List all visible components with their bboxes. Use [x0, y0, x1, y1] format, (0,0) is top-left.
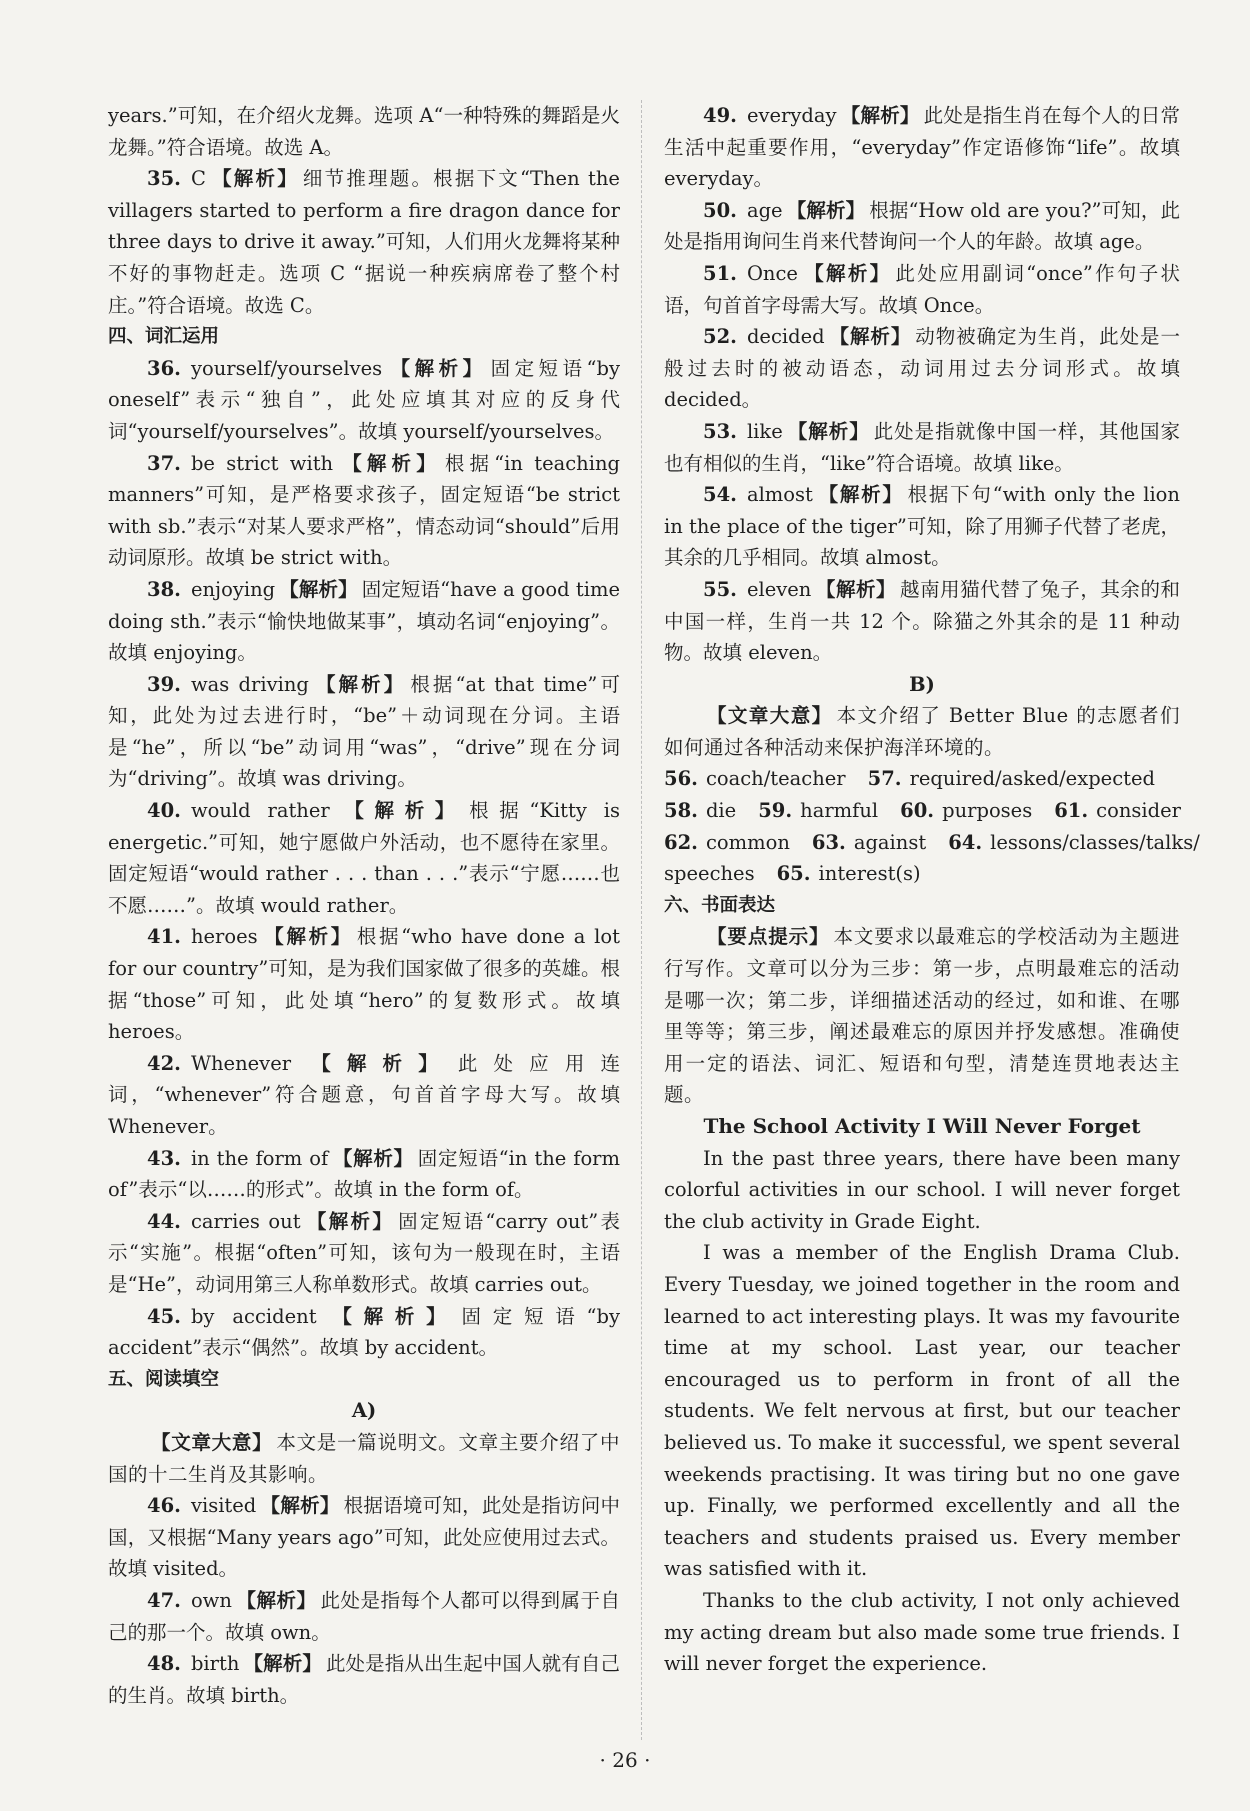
analysis-tag: 【解析】: [801, 261, 892, 285]
question-number: 56.: [664, 767, 698, 791]
explanation-text: 此处应用连词，“whenever”符合题意，句首首字母大写。故填 Whenever。: [108, 1051, 620, 1138]
answer-value: be strict with: [190, 451, 334, 475]
answer-value: yourself/yourselves: [190, 356, 383, 380]
answer-value: decided: [746, 325, 825, 349]
answer-value: birth: [190, 1652, 240, 1676]
explanation-text: 固定短语“carry out”表示“实施”。根据“often”可知，该句为一般现在时，主语是“He”，动词用第三人称单数形式。故填 carries out。: [108, 1209, 620, 1296]
answer-value: coach/teacher: [705, 767, 846, 791]
question-number: 51.: [703, 261, 737, 285]
answer-item: [108, 921, 620, 1047]
analysis-tag: 【解析】: [312, 672, 407, 696]
essay-paragraph: In the past three years, there have been many colorful activities in our school. I will never forget the club activity in Grade Eight.: [664, 1146, 1180, 1233]
analysis-tag: 【文章大意】: [707, 704, 833, 728]
analysis-tag: 【解析】: [786, 419, 870, 443]
analysis-tag: 【解析】: [261, 925, 353, 949]
question-number: 35.: [147, 167, 181, 191]
answer-value: C: [190, 167, 206, 191]
analysis-tag: 【解析】: [386, 356, 487, 380]
question-number: 63.: [811, 830, 846, 854]
answer-row: [664, 763, 1180, 795]
explanation-text: years.”可知，在介绍火龙舞。选项 A“一种特殊的舞蹈是火龙舞。”符合语境。故选 A。: [108, 104, 620, 159]
question-number: 41.: [147, 925, 181, 949]
question-number: 65.: [776, 862, 811, 886]
question-number: 37.: [147, 451, 181, 475]
answer-item: [108, 795, 620, 921]
explanation-text: 根据语境可知，此处是指访问中国，又根据“Many years ago”可知，此处应使用过去式。故填 visited。: [108, 1494, 620, 1581]
question-number: 40.: [147, 799, 181, 823]
explanation-text: 根据“at that time”可知，此处为过去进行时，“be”＋动词现在分词。主语是“he”，所以“be”动词用“was”，“drive”现在分词为“driving”。故填 was driving。: [108, 672, 620, 791]
answer-item: [664, 195, 1180, 258]
left-column: [108, 100, 620, 1711]
answer-row: [664, 827, 1200, 859]
analysis-tag: 【解析】: [295, 1051, 454, 1075]
analysis-tag: 【要点提示】: [707, 925, 830, 949]
answer-row: [664, 795, 1180, 827]
question-number: 47.: [147, 1588, 181, 1612]
answer-item: [108, 1490, 620, 1585]
analysis-tag: 【解析】: [243, 1652, 322, 1676]
answer-value: die: [705, 799, 737, 823]
passage-label: B): [909, 672, 935, 696]
explanation-text: 根据“Kitty is energetic.”可知，她宁愿做户外活动，也不愿待在家里。固定短语“would rather . . . than . . .”表示“宁愿……也不愿……”。故填 would rather。: [108, 799, 620, 917]
answer-value: eleven: [746, 577, 812, 601]
analysis-tag: 【解析】: [828, 325, 912, 349]
analysis-tag: 【解析】: [332, 1146, 414, 1170]
answer-item: [108, 1206, 620, 1301]
explanation-text: 此处是指每个人都可以得到属于自己的那一个。故填 own。: [108, 1588, 620, 1644]
analysis-tag: 【解析】: [279, 577, 358, 601]
explanation-text: 越南用猫代替了兔子，其余的和中国一样，生肖一共 12 个。除猫之外其余的是 11 种动物。故填 eleven。: [664, 577, 1180, 665]
summary-paragraph: [664, 700, 1180, 763]
answer-item: [664, 321, 1180, 416]
column-divider: [641, 100, 642, 1740]
question-number: 50.: [703, 198, 737, 222]
answer-value: own: [190, 1588, 232, 1612]
question-number: 57.: [867, 767, 902, 791]
answer-value: everyday: [746, 104, 837, 127]
answer-value: speeches: [664, 862, 755, 886]
explanation-text: 根据“in teaching manners”可知，是严格要求孩子，固定短语“be strict with sb.”表示“对某人要求严格”，情态动词“should”后用动词原形。故填 be strict with。: [108, 451, 620, 570]
question-number: 42.: [147, 1051, 181, 1075]
answer-value: would rather: [190, 799, 330, 823]
explanation-text: 此处应用副词“once”作句子状语，句首首字母需大写。故填 Once。: [664, 261, 1180, 317]
question-number: 62.: [664, 830, 698, 854]
question-number: 38.: [147, 577, 181, 601]
essay-title: The School Activity I Will Never Forget: [703, 1114, 1141, 1138]
answer-value: required/asked/expected: [909, 767, 1155, 791]
question-number: 45.: [147, 1304, 181, 1328]
answer-value: lessons/classes/talks/: [990, 830, 1200, 854]
answer-item: [108, 353, 620, 448]
passage-label: A): [351, 1399, 377, 1423]
explanation-text: 本文是一篇说明文。文章主要介绍了中国的十二生肖及其影响。: [108, 1430, 620, 1486]
explanation-text: 根据“How old are you?”可知，此处是指用询问生肖来代替询问一个人的年龄。故填 age。: [664, 198, 1180, 254]
analysis-tag: 【解析】: [337, 451, 441, 475]
analysis-tag: 【解析】: [840, 104, 920, 127]
answer-item: [108, 1048, 620, 1143]
question-number: 48.: [147, 1652, 181, 1676]
answer-value: by accident: [190, 1304, 317, 1328]
answer-item: [664, 479, 1180, 574]
page-number: · 26 ·: [599, 1748, 651, 1772]
answer-value: against: [853, 830, 927, 854]
answer-value: Once: [746, 261, 798, 285]
answer-value: like: [746, 419, 783, 443]
explanation-text: 此处是指就像中国一样，其他国家也有相似的生肖，“like”符合语境。故填 like。: [664, 419, 1180, 475]
answer-value: was driving: [190, 672, 309, 696]
answer-item: [108, 1585, 620, 1648]
question-number: 61.: [1054, 799, 1089, 823]
question-number: 39.: [147, 672, 181, 696]
essay-paragraph: Thanks to the club activity, I not only achieved my acting dream but also made some true friends. I will never forget the experience.: [664, 1588, 1180, 1676]
essay-paragraph: I was a member of the English Drama Club. Every Tuesday, we joined together in the room and learned to act interesting plays. It was my favourite time at my school. Last year, our teacher encouraged us to perform in front of all the students. We felt nervous at first, but our teacher believed us. To make it successful, we spent several weekends practising. It was tiring but no one gave up. Finally, we performed excellently and all the teachers and students praised us. Every member was satisfied with it.: [664, 1241, 1180, 1581]
answer-item: [108, 448, 620, 574]
explanation-text: 固定短语“in the form of”表示“以……的形式”。故填 in the form of。: [108, 1146, 620, 1202]
question-number: 59.: [758, 799, 793, 823]
answer-item: [664, 100, 1180, 195]
answer-item: [108, 163, 620, 321]
explanation-text: 动物被确定为生肖，此处是一般过去时的被动语态，动词用过去分词形式。故填 decided。: [664, 325, 1180, 412]
question-number: 58.: [664, 799, 698, 823]
answer-item: [664, 574, 1180, 669]
analysis-tag: 【解析】: [235, 1588, 317, 1612]
analysis-tag: 【解析】: [333, 799, 466, 823]
answer-value: age: [746, 198, 783, 222]
question-number: 36.: [147, 356, 181, 380]
question-number: 43.: [147, 1146, 181, 1170]
explanation-text: 此处是指生肖在每个人的日常生活中起重要作用，“everyday”作定语修饰“life”。故填 everyday。: [664, 104, 1180, 191]
analysis-tag: 【解析】: [816, 483, 904, 507]
answer-value: interest(s): [818, 862, 921, 886]
answer-value: visited: [190, 1494, 257, 1518]
analysis-tag: 【解析】: [260, 1494, 340, 1518]
question-number: 54.: [703, 483, 737, 507]
question-number: 44.: [147, 1209, 181, 1233]
answer-value: in the form of: [190, 1146, 329, 1170]
explanation-text: 根据下句“with only the lion in the place of the tiger”可知，除了用狮子代替了老虎，其余的几乎相同。故填 almost。: [664, 483, 1180, 570]
answer-value: Whenever: [190, 1051, 292, 1075]
section-heading: 六、书面表达: [664, 894, 776, 916]
analysis-tag: 【解析】: [786, 198, 866, 222]
section-heading: 四、词汇运用: [108, 326, 220, 348]
answer-value: carries out: [190, 1209, 301, 1233]
answer-value: common: [705, 830, 790, 854]
answer-value: harmful: [800, 799, 879, 823]
answer-item: [664, 258, 1180, 321]
answer-value: heroes: [190, 925, 258, 949]
explanation-text: 根据“who have done a lot for our country”可知，是为我们国家做了很多的英雄。根据“those”可知，此处填“hero”的复数形式。故填 heroes。: [108, 925, 620, 1044]
analysis-tag: 【解析】: [320, 1304, 458, 1328]
explanation-text: 固定短语“by accident”表示“偶然”。故填 by accident。: [108, 1304, 621, 1360]
answer-row: [664, 858, 1180, 890]
summary-paragraph: [108, 1427, 620, 1490]
explanation-text: 此处是指从出生起中国人就有自己的生肖。故填 birth。: [108, 1652, 620, 1707]
right-column: [664, 100, 1200, 1680]
question-number: 46.: [147, 1494, 181, 1518]
analysis-tag: 【文章大意】: [151, 1430, 273, 1454]
answer-item: [664, 416, 1180, 479]
explanation-text: 细节推理题。根据下文“Then the villagers started to perform a fire dragon dance for three days to drive it away.”可知，人们用火龙舞将某种不好的事物赶走。选项 C “据说一种疾病席卷了整个村庄。”符合语境。故选 C。: [108, 167, 620, 317]
question-number: 60.: [900, 799, 935, 823]
section-heading: 五、阅读填空: [108, 1368, 220, 1390]
explanation-text: 本文介绍了 Better Blue 的志愿者们如何通过各种活动来保护海洋环境的。: [664, 704, 1180, 759]
question-number: 64.: [948, 830, 983, 854]
question-number: 55.: [703, 577, 737, 601]
analysis-tag: 【解析】: [209, 167, 299, 191]
explanation-text: 固定短语“have a good time doing sth.”表示“愉快地做某事”，填动名词“enjoying”。故填 enjoying。: [108, 577, 620, 665]
answer-value: purposes: [942, 799, 1033, 823]
answer-value: consider: [1096, 799, 1181, 823]
explanation-text: 固定短语“by oneself”表示“独自”，此处应填其对应的反身代词“yourself/yourselves”。故填 yourself/yourselves。: [108, 356, 620, 443]
summary-paragraph: [664, 921, 1180, 1111]
question-number: 53.: [703, 419, 737, 443]
question-number: 52.: [703, 325, 737, 349]
analysis-tag: 【解析】: [304, 1209, 395, 1233]
answer-item: [108, 1301, 620, 1364]
answer-item: [108, 1648, 620, 1711]
answer-item: [108, 574, 620, 669]
answer-value: almost: [746, 483, 813, 507]
explanation-text: 本文要求以最难忘的学校活动为主题进行写作。文章可以分为三步：第一步，点明最难忘的活动是哪一次；第二步，详细描述活动的经过，如和谁、在哪里等等；第三步，阐述最难忘的原因并抒发感想。准确使用一定的语法、词汇、短语和句型，清楚连贯地表达主题。: [664, 925, 1180, 1107]
answer-value: enjoying: [190, 577, 276, 601]
summary-paragraph: [108, 100, 620, 163]
answer-item: [108, 1143, 620, 1206]
answer-item: [108, 669, 620, 795]
question-number: 49.: [703, 104, 737, 127]
analysis-tag: 【解析】: [815, 577, 897, 601]
